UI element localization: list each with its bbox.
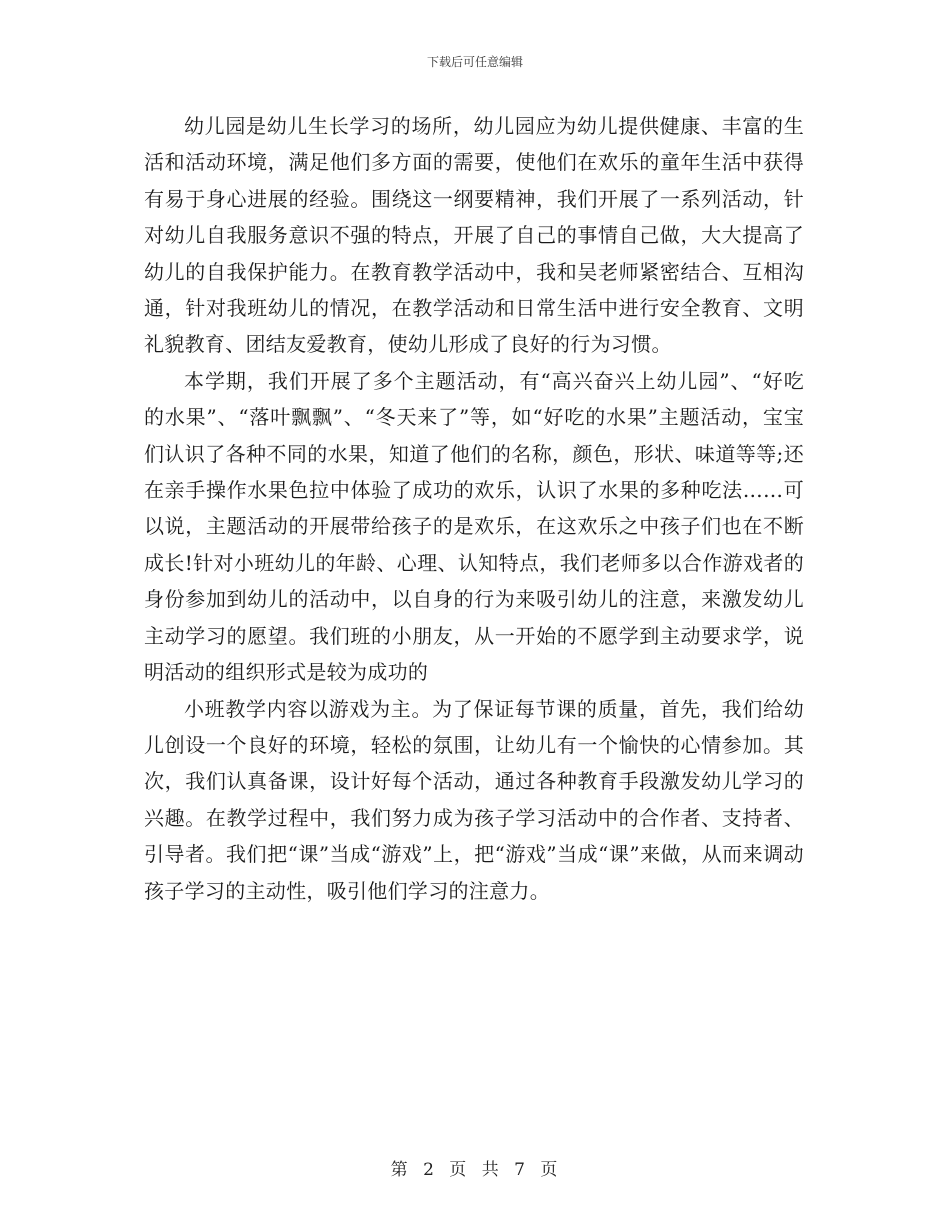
document-body [144,108,804,909]
page-header-note: 下载后可任意编辑 [426,55,523,69]
paragraph-2: 本学期，我们开展了多个主题活动，有“高兴奋兴上幼儿园”、“好吃的水果”、“落叶飘飘”、“冬天来了”等，如“好吃的水果”主题活动，宝宝们认识了各种不同的水果，知道了他们的名称，颜色，形状、味道等等;还在亲手操作水果色拉中体验了成功的欢乐，认识了水果的多种吃法……可以说，主题活动的开展带给孩子的是欢乐，在这欢乐之中孩子们也在不断成长!针对小班幼儿的年龄、心理、认知特点，我们老师多以合作游戏者的身份参加到幼儿的活动中，以自身的行为来吸引幼儿的注意，来激发幼儿主动学习的愿望。我们班的小朋友，从一开始的不愿学到主动要求学，说明活动的组织形式是较为成功的 [144,368,804,685]
paragraph-3: 小班教学内容以游戏为主。为了保证每节课的质量，首先，我们给幼儿创设一个良好的环境，轻松的氛围，让幼儿有一个愉快的心情参加。其次，我们认真备课，设计好每个活动，通过各种教育手段激发幼儿学习的兴趣。在教学过程中，我们努力成为孩子学习活动中的合作者、支持者、引导者。我们把“课”当成“游戏”上，把“游戏”当成“课”来做，从而来调动孩子学习的主动性，吸引他们学习的注意力。 [144,696,804,903]
paragraph-1: 幼儿园是幼儿生长学习的场所，幼儿园应为幼儿提供健康、丰富的生活和活动环境，满足他们多方面的需要，使他们在欢乐的童年生活中获得有易于身心进展的经验。围绕这一纲要精神，我们开展了一系列活动，针对幼儿自我服务意识不强的特点，开展了自己的事情自己做，大大提高了幼儿的自我保护能力。在教育教学活动中，我和吴老师紧密结合、互相沟通，针对我班幼儿的情况，在教学活动和日常生活中进行安全教育、文明礼貌教育、团结友爱教育，使幼儿形成了良好的行为习惯。 [144,114,804,357]
page-number-footer: 第 2 页 共 7 页 [390,1160,560,1180]
